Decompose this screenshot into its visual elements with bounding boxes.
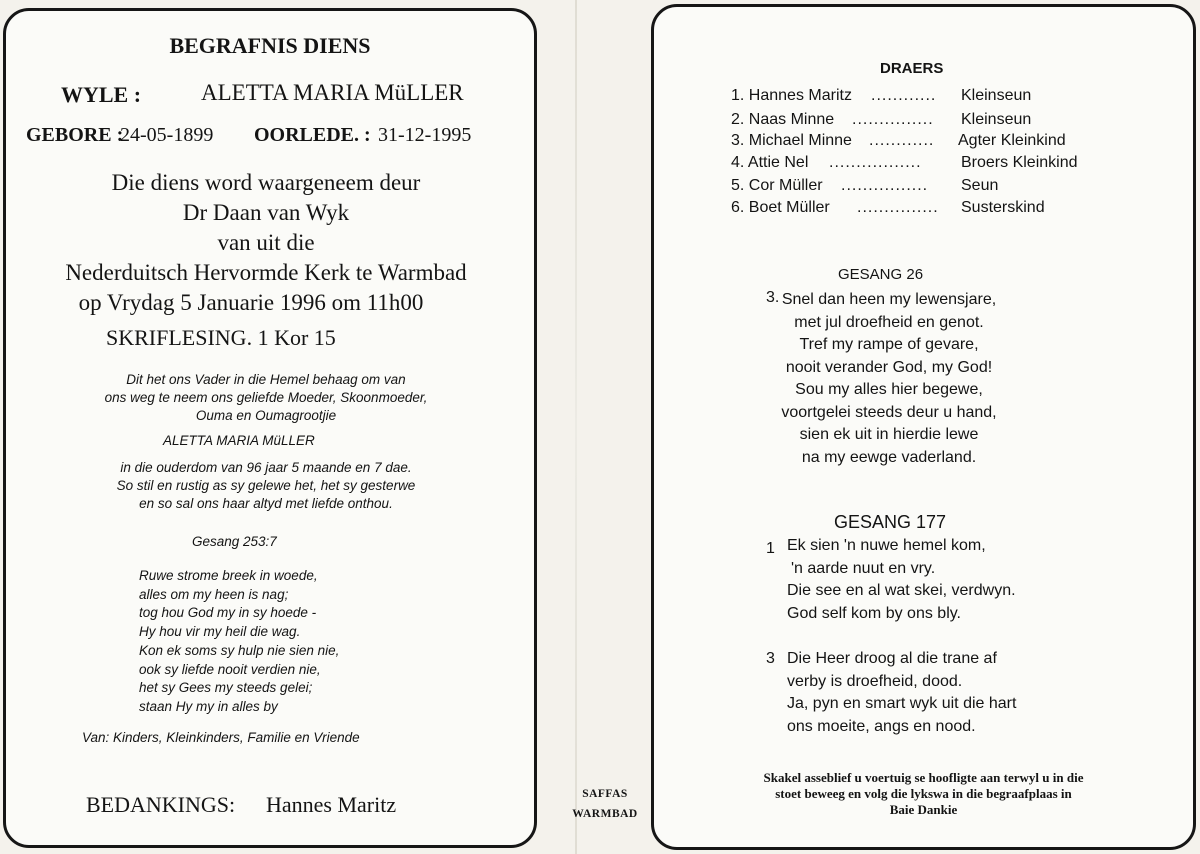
- verse3: [787, 648, 1016, 738]
- printer-name: SAFFAS: [582, 788, 628, 800]
- bearer-number: 2.: [731, 111, 745, 128]
- bearer-row: [731, 87, 1111, 109]
- hymn1-line: Tref my rampe of gevare,: [799, 336, 979, 353]
- hymn1-line: Sou my alles hier begewe,: [795, 381, 983, 398]
- deceased-label: WYLE :: [61, 82, 142, 107]
- age-line: in die ouderdom van 96 jaar 5 maande en 7 dae.: [120, 460, 412, 475]
- notice-line: Baie Dankie: [889, 802, 958, 817]
- verse1-number: 1: [766, 540, 775, 557]
- bearer-row: [731, 177, 1111, 199]
- page-fold: [575, 0, 577, 854]
- hymn1-line: voortgelei steeds deur u hand,: [781, 403, 997, 421]
- bearer-relation: Broers Kleinkind: [961, 154, 1078, 171]
- verse3-number: 3: [766, 650, 775, 667]
- service-line: op Vrydag 5 Januarie 1996 om 11h00: [78, 290, 424, 315]
- bearer-row: [731, 132, 1111, 154]
- bearer-name: Hannes Maritz: [748, 87, 852, 104]
- announcement-line: Ouma en Oumagrootjie: [195, 408, 337, 423]
- bearer-name: Attie Nel: [747, 154, 809, 171]
- bearer-relation: Kleinseun: [961, 87, 1032, 104]
- bearer-number: 3.: [731, 132, 745, 149]
- hymn1-verse-number: 3.: [766, 289, 780, 306]
- service-line: Nederduitsch Hervormde Kerk te Warmbad: [65, 260, 467, 285]
- poem-line: het sy Gees my steeds gelei;: [139, 680, 313, 696]
- age-text: [6, 459, 526, 513]
- deceased-name: ALETTA MARIA MüLLER: [201, 80, 464, 105]
- hymn1-line: sien ek uit in hierdie lewe: [799, 426, 979, 443]
- bearers-title: DRAERS: [880, 60, 944, 77]
- hymn1-line: na my eewge vaderland.: [801, 448, 977, 466]
- thanks-label: BEDANKINGS:: [86, 792, 236, 817]
- bearer-dots: ................: [841, 177, 929, 194]
- born-label: GEBORE :: [26, 124, 124, 146]
- died-date: 31-12-1995: [378, 124, 472, 146]
- bearer-relation: Susterskind: [961, 199, 1045, 216]
- verse3-line: Ja, pyn en smart wyk uit die hart: [787, 695, 1017, 712]
- poem-line: staan Hy my in alles by: [139, 698, 278, 714]
- notice-line: Skakel asseblief u voertuig se hoofligte aan terwyl u in die: [763, 770, 1084, 785]
- announcement-line: Dit het ons Vader in die Hemel behaag om van: [126, 372, 406, 387]
- verse1-line: God self kom by ons bly.: [787, 604, 961, 622]
- bearer-number: 5.: [731, 177, 745, 194]
- service-line: van uit die: [217, 230, 315, 255]
- bearer-row: [731, 154, 1111, 176]
- verse1: [787, 535, 1016, 625]
- announcement-line: ons weg te neem ons geliefde Moeder, Skoonmoeder,: [104, 390, 428, 405]
- bearer-name: Boet Müller: [748, 199, 830, 216]
- bearer-number: 4.: [731, 154, 745, 171]
- poem-line: Ruwe strome breek in woede,: [139, 568, 318, 583]
- scripture-reading: SKRIFLESING. 1 Kor 15: [106, 325, 336, 350]
- bearer-row: [731, 111, 1111, 133]
- printer-town: WARMBAD: [572, 808, 638, 820]
- hymn1-line: nooit verander God, my God!: [785, 358, 993, 376]
- born-date: 24-05-1899: [120, 124, 214, 146]
- service-panel: [3, 8, 537, 848]
- bearer-relation: Kleinseun: [961, 111, 1032, 128]
- bearer-number: 6.: [731, 199, 745, 216]
- headlights-notice: [654, 770, 1193, 818]
- deceased-name-italic: ALETTA MARIA MüLLER: [163, 433, 315, 448]
- bearer-name: Naas Minne: [748, 111, 835, 128]
- service-title: BEGRAFNIS DIENS: [169, 33, 371, 58]
- age-line: So stil en rustig as sy gelewe het, het sy gesterwe: [116, 478, 416, 493]
- hymn1-line: met jul droefheid en genot.: [794, 313, 984, 331]
- died-label: OORLEDE. :: [254, 124, 371, 146]
- poem-line: tog hou God my in sy hoede -: [139, 605, 317, 621]
- notice-line: stoet beweeg en volg die lykswa in die begraafplaas in: [775, 786, 1072, 801]
- service-details: [6, 168, 526, 318]
- bearer-row: [731, 199, 1111, 221]
- bearer-name: Michael Minne: [748, 132, 852, 149]
- service-line: Die diens word waargeneem deur: [111, 170, 421, 195]
- age-line: en so sal ons haar altyd met liefde onthou.: [139, 496, 393, 511]
- bearer-name: Cor Müller: [748, 177, 823, 194]
- from-line: Van: Kinders, Kleinkinders, Familie en Vriende: [82, 730, 360, 745]
- bearer-dots: ...............: [852, 111, 934, 128]
- service-line: Dr Daan van Wyk: [182, 200, 350, 225]
- bearer-dots: ............: [869, 132, 935, 149]
- bearer-relation: Agter Kleinkind: [958, 132, 1066, 149]
- verse1-line: Die see en al wat skei, verdwyn.: [787, 582, 1016, 599]
- poem-line: ook sy liefde nooit verdien nie,: [139, 661, 321, 677]
- hymns-panel: [651, 4, 1196, 850]
- bearer-dots: .................: [829, 154, 922, 171]
- bearer-relation: Seun: [961, 177, 999, 194]
- bearer-dots: ............: [871, 87, 937, 104]
- verse1-line: 'n aarde nuut en vry.: [791, 559, 936, 577]
- verse3-line: ons moeite, angs en nood.: [787, 717, 976, 735]
- poem-line: Kon ek soms sy hulp nie sien nie,: [139, 642, 340, 658]
- bearer-number: 1.: [731, 87, 745, 104]
- poem-line: Hy hou vir my heil die wag.: [139, 624, 301, 640]
- hymn1-title: GESANG 26: [838, 266, 924, 283]
- verse3-line: Die Heer droog al die trane af: [787, 650, 997, 667]
- bearer-dots: ...............: [857, 199, 939, 216]
- poem: [139, 567, 339, 717]
- hymn2-title: GESANG 177: [834, 512, 947, 532]
- hymn-reference: Gesang 253:7: [192, 534, 277, 549]
- verse3-line: verby is droefheid, dood.: [787, 672, 963, 690]
- announcement: [6, 371, 526, 425]
- thanks-name: Hannes Maritz: [266, 792, 397, 817]
- hymn1-verse: [754, 289, 1024, 469]
- verse1-line: Ek sien 'n nuwe hemel kom,: [787, 537, 986, 554]
- poem-line: alles om my heen is nag;: [139, 586, 289, 602]
- hymn1-line: Snel dan heen my lewensjare,: [781, 291, 997, 308]
